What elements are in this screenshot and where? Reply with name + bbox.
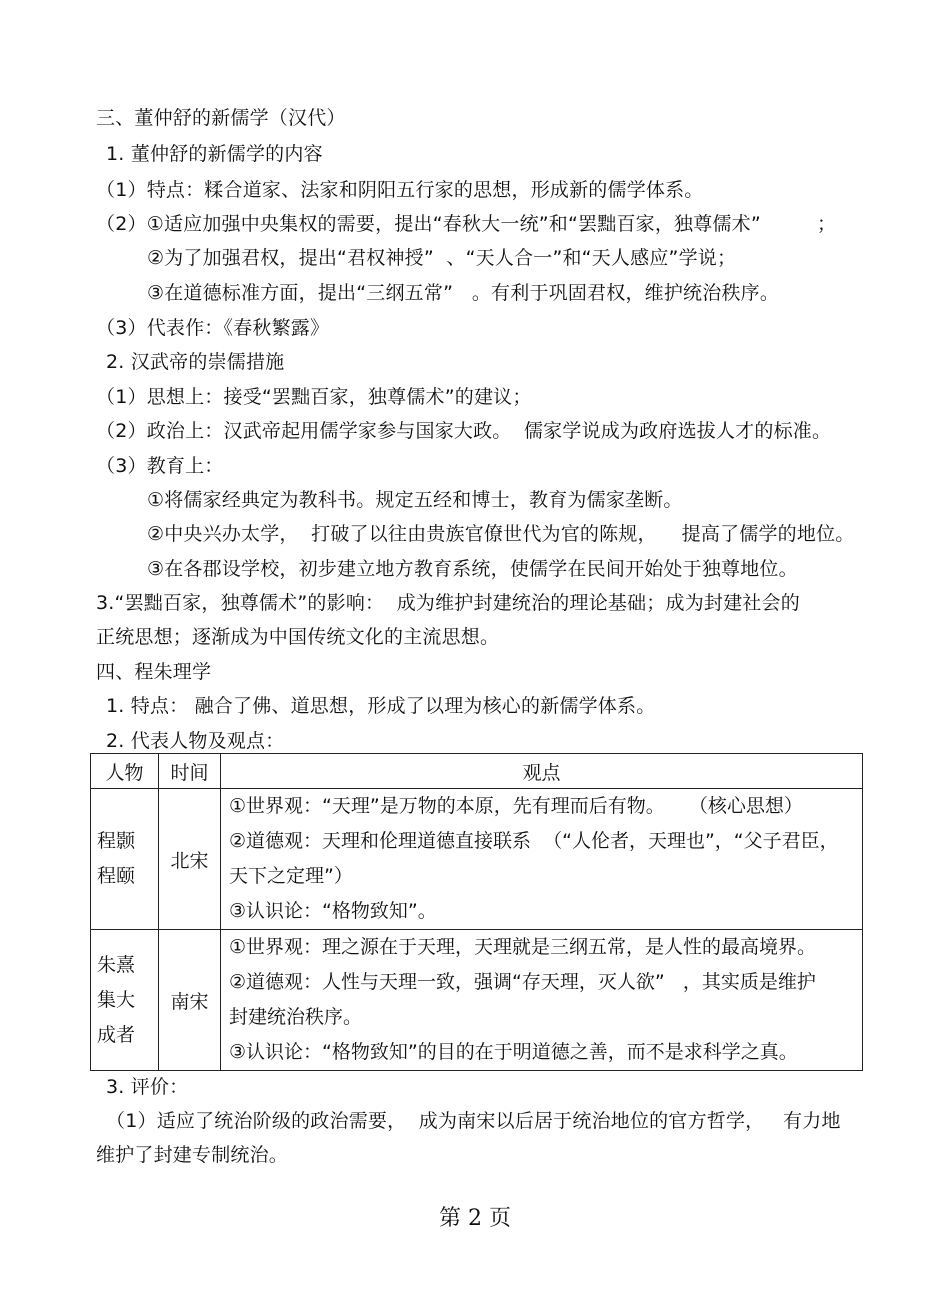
text-line: 1. 董仲舒的新儒学的内容 (106, 143, 323, 165)
person-name: 成者 (97, 1023, 136, 1046)
table-row (91, 789, 863, 930)
view-line: 天下之定理”） (229, 865, 353, 887)
views-cell (221, 789, 863, 930)
person-name: 集大 (97, 988, 136, 1011)
text-line: 3. 评价： (106, 1076, 189, 1098)
text-line: （1）思想上：接受“罢黜百家，独尊儒术”的建议； (96, 386, 532, 408)
text-line: （2）政治上：汉武帝起用儒学家参与国家大政。 儒家学说成为政府选拔人才的标准。 (96, 420, 832, 442)
person-name: 朱熹 (97, 953, 136, 976)
page-number: 第 2 页 (439, 1206, 511, 1231)
text-line: （3）教育上： (96, 455, 224, 477)
text-line: ①将儒家经典定为教科书。规定五经和博士，教育为儒家垄断。 (147, 489, 683, 511)
text-line: （2）①适应加强中央集权的需要，提出“春秋大一统”和“罢黜百家，独尊儒术” ； (96, 213, 837, 235)
text-line: ③在道德标准方面，提出“三纲五常” 。有利于巩固君权，维护统治秩序。 (147, 282, 780, 304)
views-cell (221, 930, 863, 1071)
table-row (91, 930, 863, 1071)
view-line: ②道德观：人性与天理一致，强调“存天理，灭人欲” ，其实质是维护 (229, 971, 816, 993)
text-line: ②中央兴办太学， 打破了以往由贵族官僚世代为官的陈规， 提高了儒学的地位。 (147, 523, 855, 545)
header-time: 时间 (159, 754, 221, 789)
person-name: 程颢 (97, 830, 136, 852)
text-line: ②为了加强君权，提出“君权神授” 、“天人合一”和“天人感应”学说； (147, 247, 737, 269)
text-line: （1）适应了统治阶级的政治需要， 成为南宋以后居于统治地位的官方哲学， 有力地 (106, 1110, 841, 1132)
text-line: （1）特点：糅合道家、法家和阴阳五行家的思想，形成新的儒学体系。 (96, 179, 704, 201)
view-line: ①世界观：理之源在于天理，天理就是三纲五常，是人性的最高境界。 (229, 936, 817, 958)
view-line: ①世界观：“天理”是万物的本原，先有理而后有物。 （核心思想） (229, 795, 803, 817)
header-views: 观点 (221, 754, 863, 789)
table-header-row (91, 754, 863, 789)
time-cell: 北宋 (159, 789, 221, 930)
text-line: ③在各郡设学校，初步建立地方教育系统，使儒学在民间开始处于独尊地位。 (147, 558, 798, 580)
text-line: 2. 代表人物及观点： (106, 730, 285, 752)
view-line: ③认识论：“格物致知”的目的在于明道德之善，而不是求科学之真。 (229, 1041, 798, 1063)
person-name: 程颐 (97, 865, 136, 887)
header-person: 人物 (91, 754, 159, 789)
view-line: ③认识论：“格物致知”。 (229, 900, 437, 922)
time-cell: 南宋 (159, 930, 221, 1071)
text-line: 四、程朱理学 (96, 661, 212, 683)
view-line: 封建统治秩序。 (229, 1006, 363, 1028)
text-line: 2. 汉武帝的崇儒措施 (106, 351, 285, 373)
text-line: 维护了封建专制统治。 (96, 1144, 289, 1166)
text-line: 正统思想；逐渐成为中国传统文化的主流思想。 (96, 626, 500, 648)
person-cell (91, 789, 159, 930)
text-line: 3.“罢黜百家，独尊儒术”的影响： 成为维护封建统治的理论基础；成为封建社会的 (96, 592, 800, 614)
text-line: 1. 特点： 融合了佛、道思想，形成了以理为核心的新儒学体系。 (106, 695, 656, 717)
text-line: （3）代表作：《春秋繁露》 (96, 317, 330, 339)
thinkers-table (90, 753, 863, 1071)
person-cell (91, 930, 159, 1071)
text-line: 三、董仲舒的新儒学（汉代） (96, 107, 346, 129)
view-line: ②道德观：天理和伦理道德直接联系 （“人伦者，天理也”，“父子君臣， (229, 830, 839, 852)
